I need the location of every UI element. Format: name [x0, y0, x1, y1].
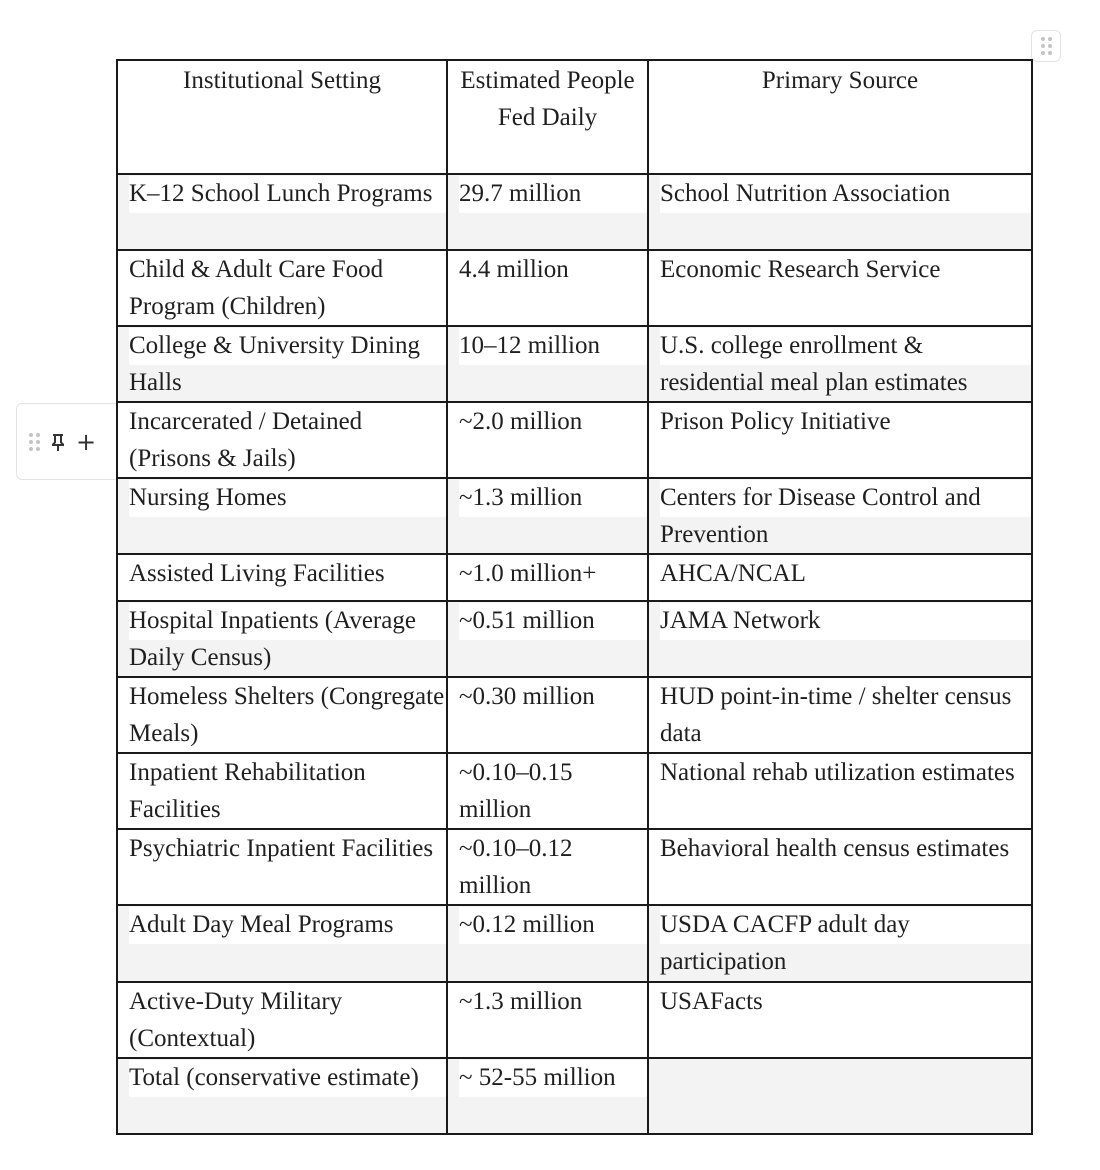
cell-people-fed[interactable] — [447, 326, 648, 402]
table-row — [117, 554, 1032, 601]
people-fed-text: 29.7 million — [459, 176, 647, 213]
setting-text: Homeless Shelters (Congregate Meals) — [129, 683, 445, 747]
cell-setting[interactable] — [117, 677, 447, 753]
plus-icon[interactable]: + — [76, 427, 97, 456]
people-fed-text: ~0.10–0.12 million — [459, 835, 573, 899]
setting-text: Total (conservative estimate) — [129, 1060, 446, 1097]
cell-setting[interactable] — [117, 554, 447, 601]
column-drag-handle[interactable] — [1031, 30, 1061, 62]
table-row — [117, 677, 1032, 753]
cell-people-fed[interactable] — [447, 753, 648, 829]
cell-source[interactable] — [648, 478, 1032, 554]
setting-text: Adult Day Meal Programs — [129, 907, 446, 944]
source-text: National rehab utilization estimates — [660, 759, 1015, 786]
cell-source[interactable] — [648, 554, 1032, 601]
setting-text: Inpatient Rehabilitation Facilities — [129, 759, 366, 823]
source-text: HUD point-in-time / shelter census data — [660, 683, 1012, 747]
people-fed-text: 10–12 million — [459, 328, 647, 365]
cell-setting[interactable] — [117, 326, 447, 402]
people-fed-text: ~1.3 million — [459, 480, 647, 517]
cell-people-fed[interactable] — [447, 905, 648, 982]
cell-people-fed[interactable] — [447, 250, 648, 326]
cell-setting[interactable] — [117, 601, 447, 677]
setting-text: Active-Duty Military (Contextual) — [129, 988, 343, 1052]
setting-text: Psychiatric Inpatient Facilities — [129, 835, 434, 862]
table-row — [117, 601, 1032, 677]
cell-setting[interactable] — [117, 402, 447, 478]
source-text: AHCA/NCAL — [660, 560, 806, 587]
cell-setting[interactable] — [117, 829, 447, 905]
source-text: School Nutrition Association — [660, 176, 1031, 213]
cell-people-fed[interactable] — [447, 554, 648, 601]
setting-text: Hospital Inpatients (Average Daily Census) — [129, 603, 446, 676]
cell-people-fed[interactable] — [447, 174, 648, 250]
cell-setting[interactable] — [117, 1058, 447, 1134]
source-text: Behavioral health census estimates — [660, 835, 1010, 862]
cell-setting[interactable] — [117, 174, 447, 250]
source-text: Economic Research Service — [660, 256, 941, 283]
cell-source[interactable] — [648, 601, 1032, 677]
table-row — [117, 753, 1032, 829]
people-fed-text: ~0.51 million — [459, 603, 647, 640]
people-fed-text: ~1.3 million — [459, 988, 583, 1015]
drag-grip-icon[interactable] — [29, 433, 40, 451]
people-fed-text: ~0.30 million — [459, 683, 595, 710]
cell-source[interactable] — [648, 1058, 1032, 1134]
table-row — [117, 174, 1032, 250]
setting-text: Incarcerated / Detained (Prisons & Jails) — [129, 408, 363, 472]
people-fed-text: ~1.0 million+ — [459, 560, 597, 587]
cell-people-fed[interactable] — [447, 1058, 648, 1134]
cell-source[interactable] — [648, 753, 1032, 829]
row-action-toolbar — [16, 403, 117, 480]
people-fed-text: ~2.0 million — [459, 408, 583, 435]
people-fed-text: ~ 52-55 million — [459, 1060, 647, 1097]
pin-icon[interactable] — [50, 432, 66, 452]
cell-setting[interactable] — [117, 982, 447, 1058]
source-text: U.S. college enrollment & residential meal plan estimates — [660, 328, 1031, 401]
cell-people-fed[interactable] — [447, 982, 648, 1058]
cell-source[interactable] — [648, 677, 1032, 753]
setting-text: Child & Adult Care Food Program (Children) — [129, 256, 384, 320]
drag-grip-icon — [1041, 37, 1052, 55]
cell-source[interactable] — [648, 250, 1032, 326]
source-text: Centers for Disease Control and Prevention — [660, 480, 1031, 553]
setting-text: College & University Dining Halls — [129, 328, 446, 401]
source-text: JAMA Network — [660, 603, 1031, 640]
cell-source[interactable] — [648, 829, 1032, 905]
people-fed-text: 4.4 million — [459, 256, 569, 283]
cell-people-fed[interactable] — [447, 677, 648, 753]
people-fed-text: ~0.10–0.15 million — [459, 759, 573, 823]
header-estimated-people-fed[interactable]: Estimated People Fed Daily — [447, 60, 648, 174]
setting-text: Assisted Living Facilities — [129, 560, 385, 587]
cell-source[interactable] — [648, 326, 1032, 402]
institutional-feeding-table — [116, 59, 1033, 1135]
cell-setting[interactable] — [117, 753, 447, 829]
cell-setting[interactable] — [117, 905, 447, 982]
table-row — [117, 905, 1032, 982]
table-row — [117, 478, 1032, 554]
source-text: USDA CACFP adult day participation — [660, 907, 1031, 980]
table-header-row — [117, 60, 1032, 174]
setting-text: K–12 School Lunch Programs — [129, 176, 446, 213]
people-fed-text: ~0.12 million — [459, 907, 647, 944]
header-primary-source[interactable]: Primary Source — [648, 60, 1032, 174]
table-row — [117, 250, 1032, 326]
setting-text: Nursing Homes — [129, 480, 446, 517]
cell-setting[interactable] — [117, 478, 447, 554]
cell-people-fed[interactable] — [447, 829, 648, 905]
cell-people-fed[interactable] — [447, 402, 648, 478]
cell-source[interactable] — [648, 982, 1032, 1058]
table-row — [117, 402, 1032, 478]
table-row — [117, 326, 1032, 402]
cell-people-fed[interactable] — [447, 478, 648, 554]
cell-source[interactable] — [648, 174, 1032, 250]
table-row — [117, 982, 1032, 1058]
cell-setting[interactable] — [117, 250, 447, 326]
source-text: USAFacts — [660, 988, 763, 1015]
cell-source[interactable] — [648, 402, 1032, 478]
cell-source[interactable] — [648, 905, 1032, 982]
cell-people-fed[interactable] — [447, 601, 648, 677]
table-row — [117, 829, 1032, 905]
data-table-container — [116, 59, 1033, 1135]
source-text: Prison Policy Initiative — [660, 408, 891, 435]
table-row — [117, 1058, 1032, 1134]
header-institutional-setting[interactable]: Institutional Setting — [117, 60, 447, 174]
